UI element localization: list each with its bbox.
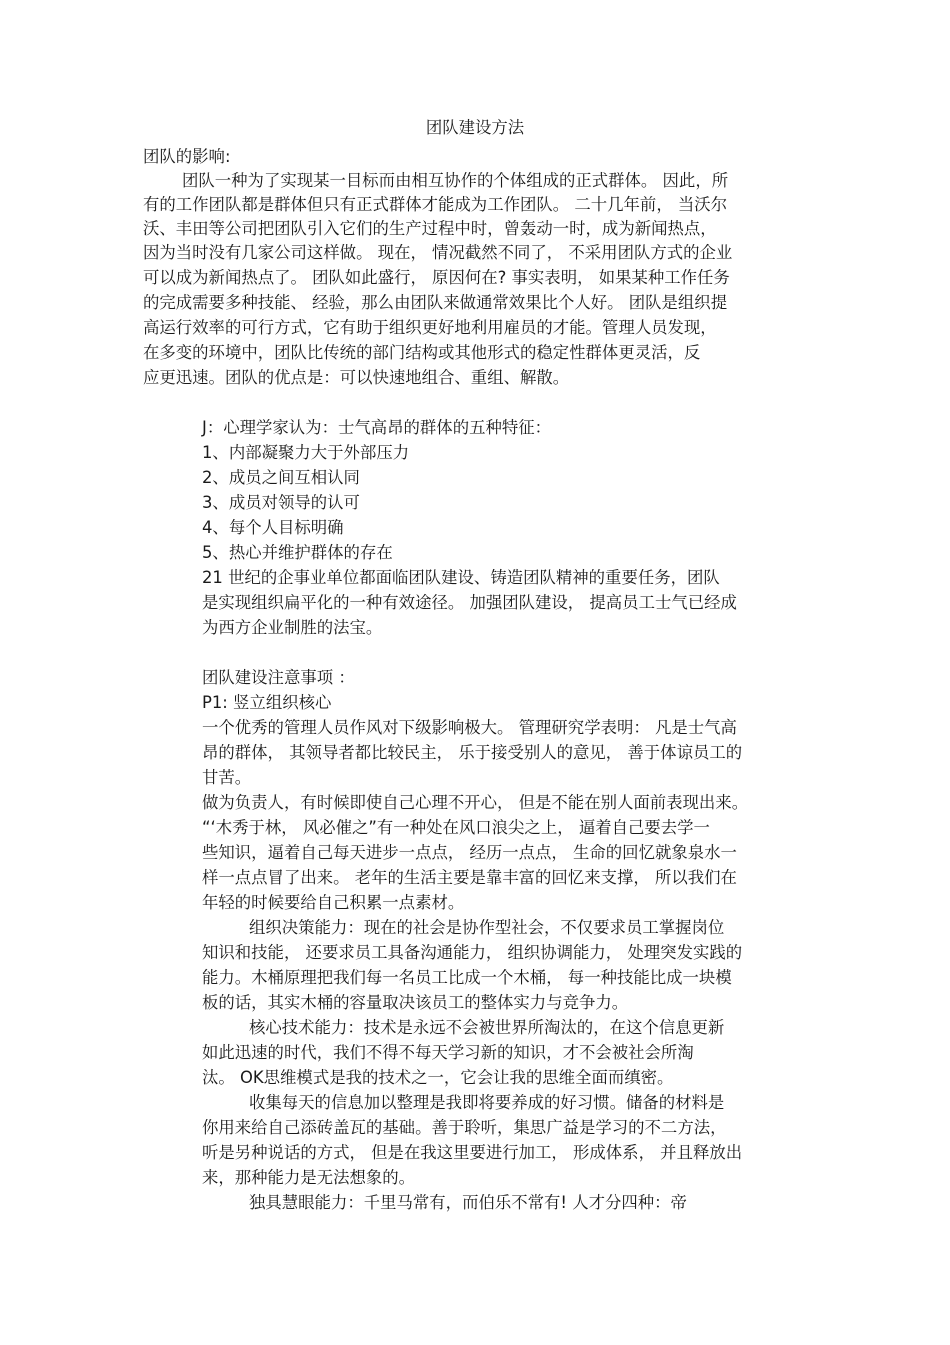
paragraph-line: 核心技术能力：技术是永远不会被世界所淘汰的，在这个信息更新 — [249, 1018, 725, 1037]
paragraph-line: 独具慧眼能力：千里马常有，而伯乐不常有! 人才分四种：帝 — [249, 1193, 687, 1212]
paragraph-line: 有的工作团队都是群体但只有正式群体才能成为工作团队。 二十几年前， 当沃尔 — [143, 195, 728, 214]
paragraph-line: 21 世纪的企事业单位都面临团队建设、铸造团队精神的重要任务，团队 — [202, 568, 720, 587]
paragraph-line: 昂的群体， 其领导者都比较民主， 乐于接受别人的意见， 善于体谅员工的 — [202, 743, 743, 762]
paragraph-line: 因为当时没有几家公司这样做。 现在， 情况截然不同了， 不采用团队方式的企业 — [143, 243, 733, 262]
paragraph-line: 板的话，其实木桶的容量取决该员工的整体实力与竞争力。 — [202, 993, 629, 1012]
paragraph-line: 来，那种能力是无法想象的。 — [202, 1168, 416, 1187]
list-intro: J：心理学家认为：士气高昂的群体的五种特征： — [202, 418, 552, 437]
paragraph-line: 能力。木桶原理把我们每一名员工比成一个木桶， 每一种技能比成一块模 — [202, 968, 732, 987]
section-heading: 团队的影响: — [143, 147, 231, 166]
paragraph-line: 些知识，逼着自己每天进步一点点， 经历一点点， 生命的回忆就象泉水一 — [202, 843, 737, 862]
section-heading: 团队建设注意事项 ： — [202, 668, 355, 687]
paragraph-line: 应更迅速。团队的优点是：可以快速地组合、重组、解散。 — [143, 368, 570, 387]
paragraph-line: 样一点点冒了出来。 老年的生活主要是靠丰富的回忆来支撑， 所以我们在 — [202, 868, 737, 887]
paragraph-line: 收集每天的信息加以整理是我即将要养成的好习惯。储备的材料是 — [249, 1093, 725, 1112]
paragraph-line: 在多变的环境中，团队比传统的部门结构或其他形式的稳定性群体更灵活，反 — [143, 343, 701, 362]
paragraph-line: 年轻的时候要给自己积累一点素材。 — [202, 893, 465, 912]
paragraph-line: 高运行效率的可行方式，它有助于组织更好地利用雇员的才能。管理人员发现， — [143, 318, 717, 337]
paragraph-line: 听是另种说话的方式， 但是在我这里要进行加工， 形成体系， 并且释放出 — [202, 1143, 743, 1162]
paragraph-line: 沃、丰田等公司把团队引入它们的生产过程中时，曾轰动一时，成为新闻热点， — [143, 219, 717, 238]
list-item: 1、内部凝聚力大于外部压力 — [202, 443, 410, 462]
paragraph-line: 汰。 OK思维模式是我的技术之一，它会让我的思维全面而缜密。 — [202, 1068, 674, 1087]
list-item: 2、成员之间互相认同 — [202, 468, 360, 487]
paragraph-line: 为西方企业制胜的法宝。 — [202, 618, 383, 637]
list-item: 4、每个人目标明确 — [202, 518, 344, 537]
paragraph-line: 是实现组织扁平化的一种有效途径。 加强团队建设， 提高员工士气已经成 — [202, 593, 737, 612]
paragraph-line: 做为负责人，有时候即使自己心理不开心， 但是不能在别人面前表现出来。 — [202, 793, 749, 812]
list-item: 5、热心并维护群体的存在 — [202, 543, 393, 562]
paragraph-line: 团队一种为了实现某一目标而由相互协作的个体组成的正式群体。 因此，所 — [182, 171, 729, 190]
paragraph-line: 知识和技能， 还要求员工具备沟通能力， 组织协调能力， 处理突发实践的 — [202, 943, 743, 962]
paragraph-line: 组织决策能力：现在的社会是协作型社会，不仅要求员工掌握岗位 — [249, 918, 725, 937]
paragraph-line: 的完成需要多种技能、 经验，那么由团队来做通常效果比个人好。 团队是组织提 — [143, 293, 728, 312]
paragraph-line: “‘木秀于林， 风必催之”有一种处在风口浪尖之上， 逼着自己要去学一 — [202, 818, 710, 837]
paragraph-line: 一个优秀的管理人员作风对下级影响极大。 管理研究学表明： 凡是士气高 — [202, 718, 737, 737]
document-title: 团队建设方法 — [425, 118, 525, 137]
paragraph-line: 可以成为新闻热点了。 团队如此盛行， 原因何在? 事实表明， 如果某种工作任务 — [143, 268, 730, 287]
paragraph-line: 如此迅速的时代，我们不得不每天学习新的知识，才不会被社会所淘 — [202, 1043, 694, 1062]
list-item: 3、成员对领导的认可 — [202, 493, 360, 512]
paragraph-line: 你用来给自己添砖盖瓦的基础。善于聆听，集思广益是学习的不二方法， — [202, 1118, 727, 1137]
paragraph-line: 甘苦。 — [202, 768, 252, 787]
subsection-heading: P1: 竖立组织核心 — [202, 693, 332, 712]
